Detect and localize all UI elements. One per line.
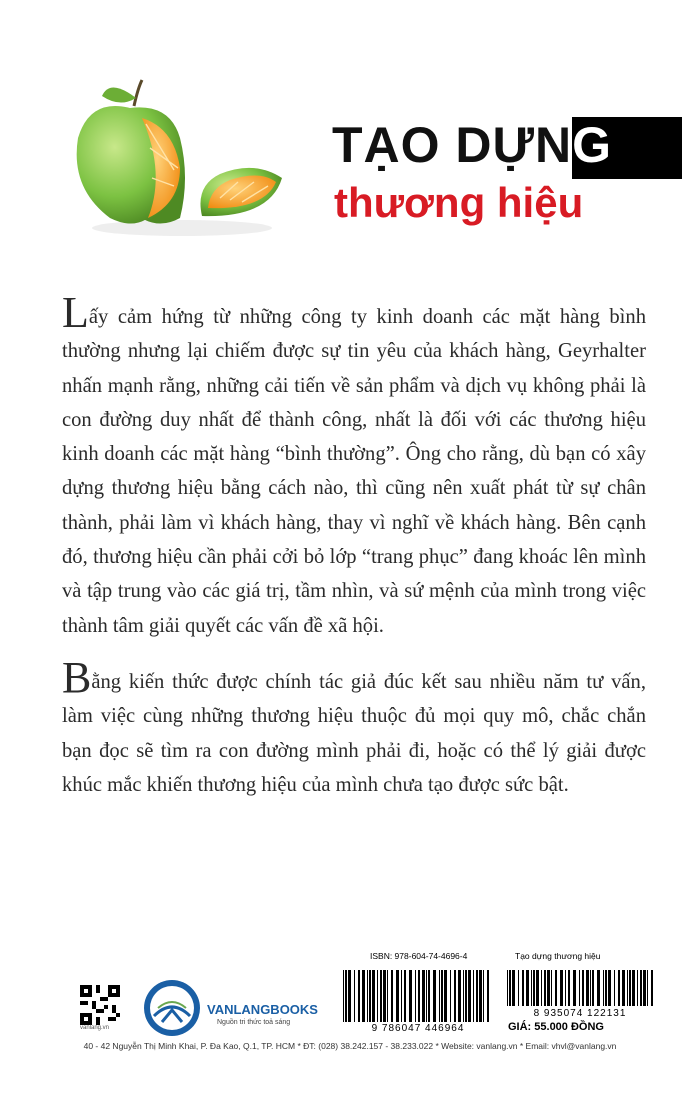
drop-cap: B	[62, 652, 92, 702]
publisher-tagline: Nguồn tri thức toả sáng	[217, 1019, 291, 1026]
book-subtitle: thương hiệu	[334, 179, 584, 226]
qr-code-icon	[80, 985, 120, 1025]
price-barcode	[505, 970, 655, 1006]
isbn-barcode-number: 9 786047 446964	[371, 1023, 465, 1034]
paragraph-1	[62, 288, 646, 643]
title-main: TẠO DỰN	[332, 117, 573, 173]
book-title	[332, 117, 682, 173]
paragraph-2	[62, 652, 646, 802]
paragraph-text: ằng kiến thức được chính tác giả đúc kết sau nhiều năm tư vấn, làm việc cùng những thương hiệu thuộc đủ mọi quy mô, chắc chắn bạn đọc sẽ tìm ra con đường mình phải đi, hoặc có thể lý giải được khúc mắc khiến thương hiệu của mình chưa tạo được sức bật.	[62, 670, 646, 796]
price-barcode-number: 8 935074 122131	[533, 1008, 627, 1019]
vanlang-logo-icon	[142, 978, 202, 1038]
publisher-brand: VANLANGBOOKS	[207, 1002, 318, 1017]
qr-site-label: vanlang.vn	[80, 1025, 110, 1031]
back-cover-blurb	[62, 288, 646, 824]
apple-orange-illustration	[70, 78, 300, 238]
isbn-label: ISBN: 978-604-74-4696-4	[370, 951, 468, 961]
price-label: GIÁ: 55.000 ĐỒNG	[508, 1021, 604, 1033]
paragraph-text: ấy cảm hứng từ những công ty kinh doanh các mặt hàng bình thường nhưng lại chiếm được sự tin yêu của khách hàng, Geyrhalter nhấn mạnh rằng, những cải tiến về sản phẩm và dịch vụ không phải là con đường duy nhất để thành công, nhất là đối với các thương hiệu kinh doanh các mặt hàng “bình thường”. Ông cho rằng, dù bạn có xây dựng thương hiệu bằng cách nào, thì cũng nên xuất phát từ sự chân thành, phải làm vì khách hàng, thay vì nghĩ về khách hàng. Bên cạnh đó, thương hiệu cần phải cởi bỏ lớp “trang phục” đang khoác lên mình và tập trung vào các giá trị, tầm nhìn, và sứ mệnh của mình trong việc thành tâm giải quyết các vấn đề xã hội.	[62, 306, 646, 637]
title-highlight-block: G	[572, 117, 682, 179]
publisher-address: 40 - 42 Nguyễn Thị Minh Khai, P. Đa Kao, Q.1, TP. HCM * ĐT: (028) 38.242.157 - 38.233.022 * Website: vanlang.vn * Email: vhvl@vanlang.vn	[83, 1041, 617, 1051]
publisher-footer	[0, 951, 700, 1075]
isbn-barcode	[341, 970, 495, 1022]
book-title-small: Tạo dựng thương hiệu	[515, 951, 601, 961]
drop-cap: L	[62, 288, 89, 337]
